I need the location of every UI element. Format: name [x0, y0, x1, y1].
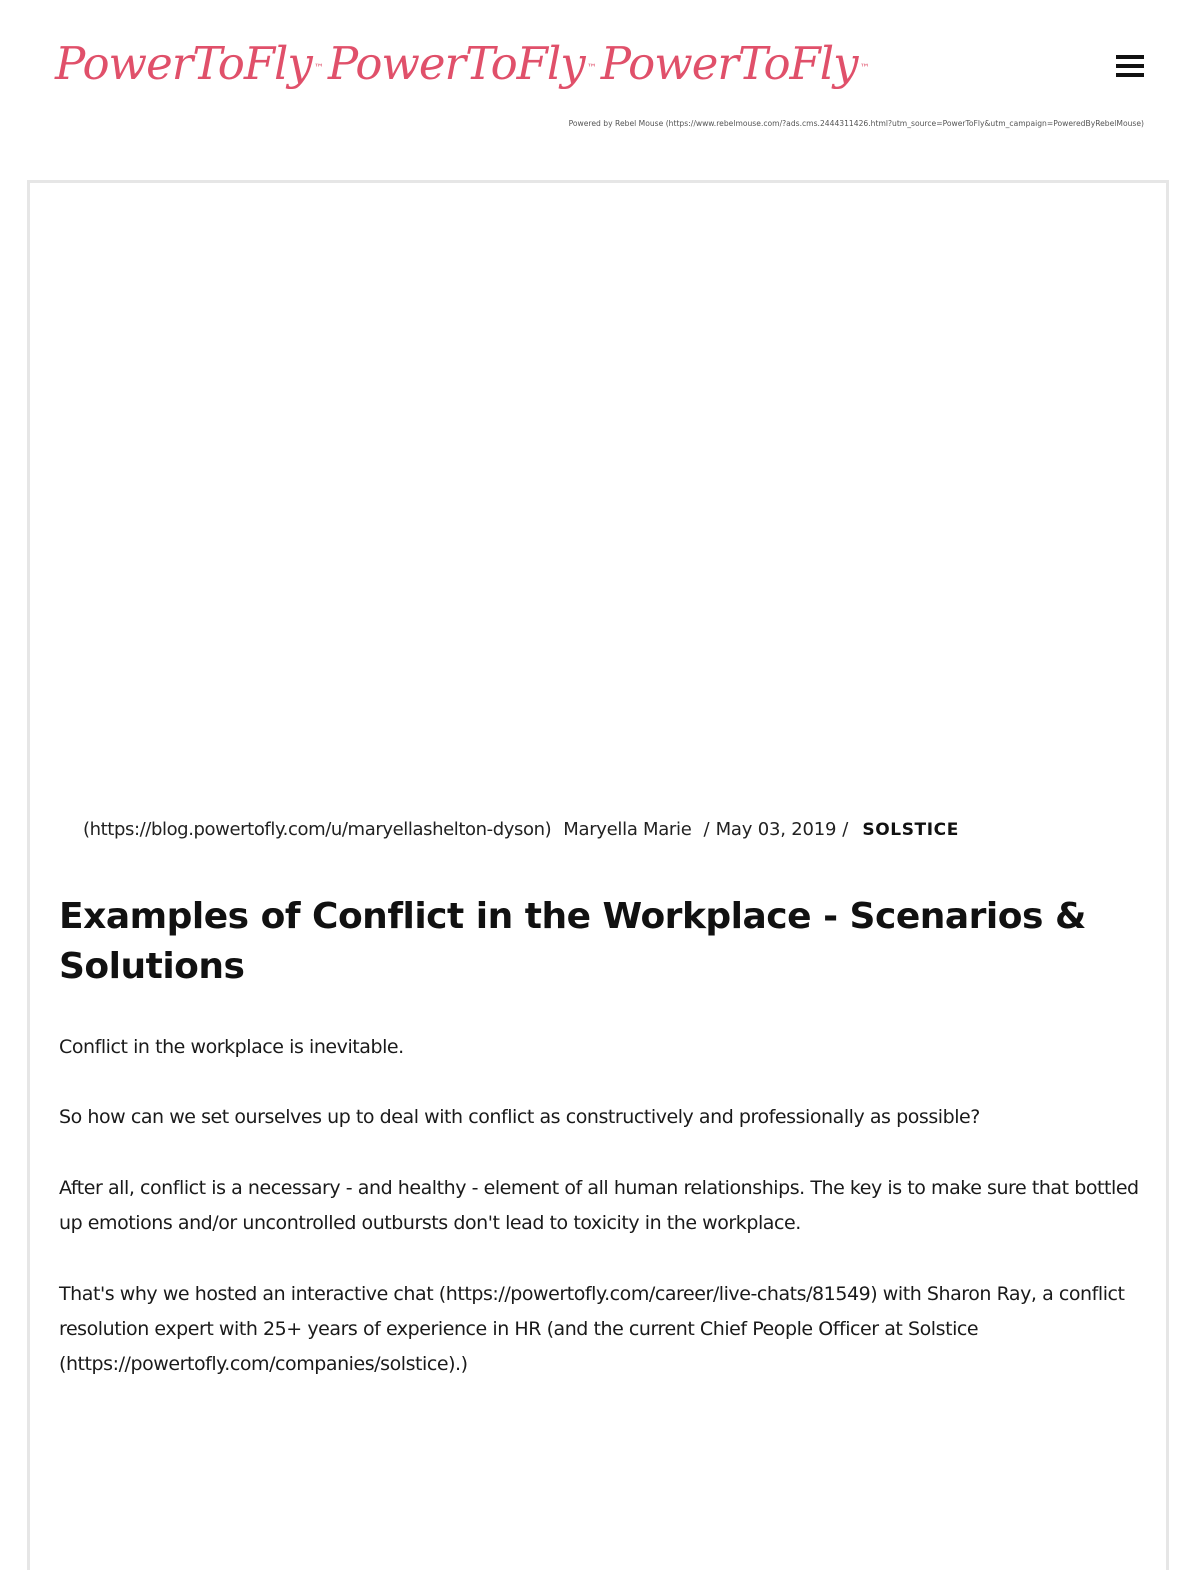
article-paragraph: That's why we hosted an interactive chat (https://powertofly.com/career/live-chats/81549) with Sharon Ray, a conflict resolution expert with 25+ years of experience in HR (and the current Chief People Officer at Solstice (https://powertofly.com/companies/solstice).) — [59, 1283, 1125, 1375]
logo-text: PowerToFly — [600, 37, 858, 90]
site-header — [0, 0, 1200, 180]
publish-date: May 03, 2019 — [715, 819, 837, 840]
meta-separator: / — [703, 819, 710, 840]
logo-row — [55, 34, 874, 104]
menu-bar — [1116, 73, 1144, 77]
logo-trademark: ™ — [586, 63, 597, 74]
article-paragraph: Conflict in the workplace is inevitable. — [59, 1036, 404, 1058]
logo-trademark: ™ — [313, 63, 324, 74]
article-tag[interactable]: SOLSTICE — [862, 820, 959, 840]
logo-trademark: ™ — [859, 63, 870, 74]
article-paragraph: So how can we set ourselves up to deal with conflict as constructively and professionally as possible? — [59, 1106, 980, 1128]
author-profile-link[interactable]: (https://blog.powertofly.com/u/maryellashelton-dyson) — [83, 819, 552, 840]
powertofly-logo[interactable] — [55, 34, 328, 94]
hamburger-menu-icon[interactable] — [1116, 55, 1144, 78]
menu-bar — [1116, 64, 1144, 68]
powertofly-logo[interactable] — [601, 34, 874, 94]
menu-bar — [1116, 55, 1144, 59]
article-title: Examples of Conflict in the Workplace - Scenarios & Solutions — [59, 896, 1086, 987]
powered-by-link[interactable]: Powered by Rebel Mouse (https://www.rebelmouse.com/?ads.cms.2444311426.html?utm_source=PowerToFly&utm_campaign=PoweredByRebelMouse) — [568, 119, 1144, 128]
logo-text: PowerToFly — [55, 37, 312, 90]
author-name[interactable]: Maryella Marie — [563, 819, 692, 840]
article-paragraph: After all, conflict is a necessary - and healthy - element of all human relationships. The key is to make sure that bottled up emotions and/or uncontrolled outbursts don't lead to toxicity in the workplace. — [59, 1177, 1139, 1234]
logo-text: PowerToFly — [327, 37, 585, 90]
meta-separator: / — [842, 819, 849, 840]
article-meta — [83, 817, 1123, 843]
powertofly-logo[interactable] — [328, 34, 601, 94]
